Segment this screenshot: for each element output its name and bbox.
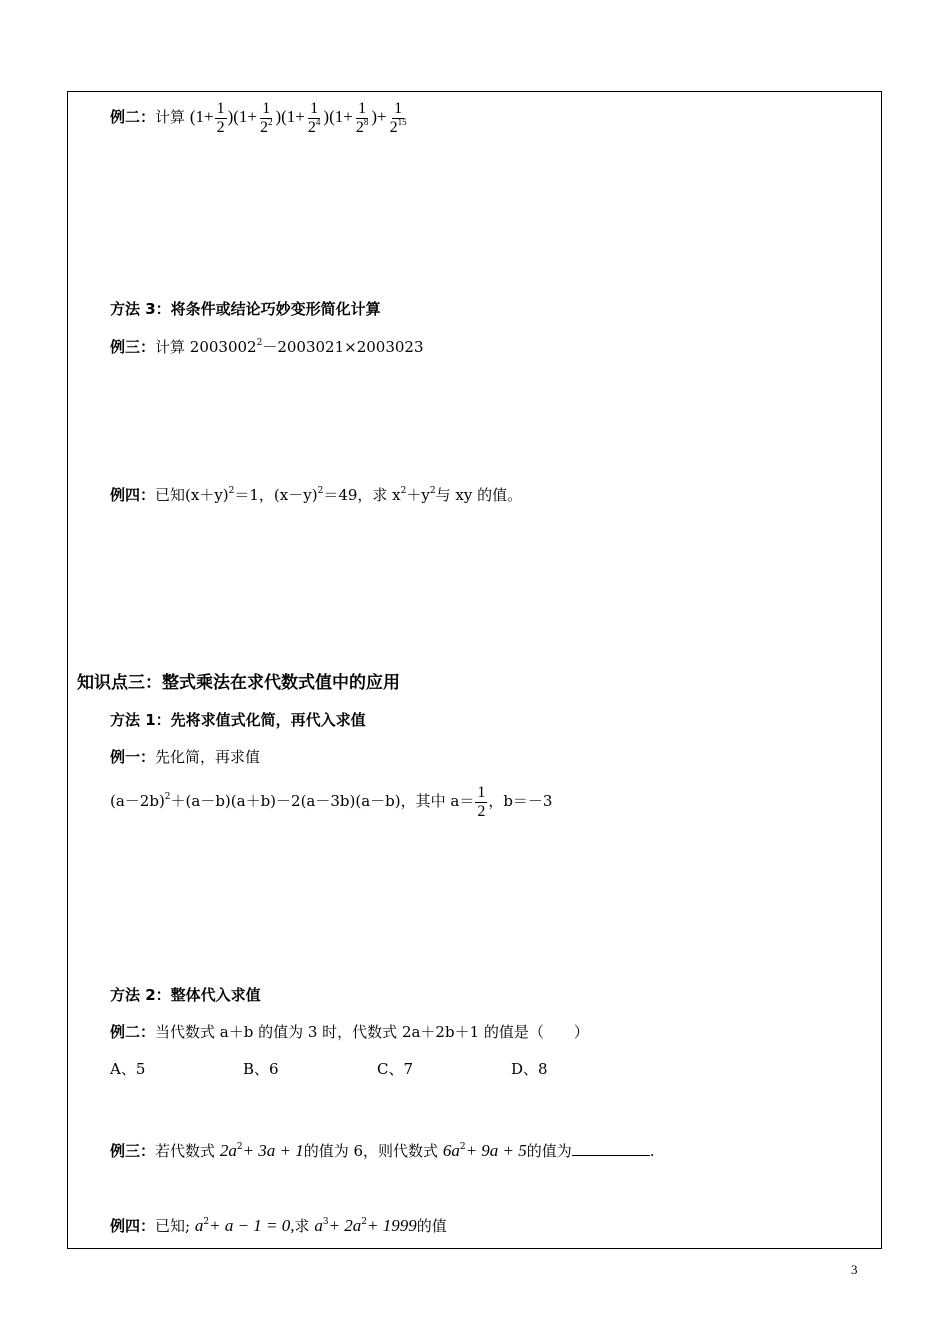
exponent: 3 <box>322 1217 329 1227</box>
example-text: 的值为 6，则代数式 <box>303 1142 439 1160</box>
example-text: 当代数式 a＋b 的值为 3 时，代数式 2a＋2b＋1 的值是（ ） <box>155 1023 589 1041</box>
example-4-top <box>110 485 522 505</box>
expression-text: ，b＝－3 <box>488 792 553 810</box>
exponent: 15 <box>397 116 407 127</box>
example-text: 与 xy 的值。 <box>435 486 523 504</box>
example-4-bottom <box>110 1216 447 1236</box>
exponent: 2 <box>429 486 436 496</box>
content-frame <box>67 91 882 1249</box>
example-text: 若代数式 <box>155 1142 216 1160</box>
math-term: a <box>314 1216 323 1235</box>
answer-blank[interactable] <box>572 1141 650 1156</box>
exponent: 2 <box>459 1142 466 1152</box>
example-text: 已知; <box>155 1217 191 1235</box>
method-3-heading: 方法 3：将条件或结论巧妙变形简化计算 <box>110 300 381 318</box>
example-text: ＝1，(x－y) <box>234 486 318 504</box>
math-term: 2a <box>219 1141 237 1160</box>
option-d: D、8 <box>511 1060 548 1078</box>
example-3-top <box>110 337 424 357</box>
example-2-top <box>110 94 410 140</box>
numerator: 1 <box>394 99 403 117</box>
denominator: 2 <box>477 802 486 820</box>
exponent: 2 <box>236 1142 243 1152</box>
base: 2 <box>216 118 225 136</box>
exponent: 2 <box>400 486 407 496</box>
option-c: C、7 <box>377 1060 414 1078</box>
base: 2 <box>389 118 398 136</box>
period: . <box>649 1142 655 1160</box>
math-term: a <box>194 1216 204 1235</box>
base: 2 <box>307 118 316 136</box>
method-2-heading: 方法 2：整体代入求值 <box>110 986 261 1004</box>
fraction <box>215 100 227 137</box>
expression-text: (a－2b) <box>110 792 165 810</box>
base: 2 <box>355 118 364 136</box>
exponent: 2 <box>267 116 273 127</box>
option-b: B、6 <box>243 1060 279 1078</box>
numerator: 1 <box>216 99 225 117</box>
example-lead: 计算 <box>155 108 186 126</box>
denominator <box>388 116 409 137</box>
example-text: ＝49，求 x <box>323 486 401 504</box>
math-text: )(1+ <box>323 107 353 126</box>
denominator <box>306 116 323 137</box>
math-text: )+ <box>371 107 387 126</box>
exponent: 2 <box>256 338 263 348</box>
numerator: 1 <box>262 99 271 117</box>
denominator <box>215 119 227 137</box>
example-1 <box>110 747 260 767</box>
option-a: A、5 <box>110 1060 146 1078</box>
math-term: + a − 1 = 0, <box>209 1216 295 1235</box>
numerator: 1 <box>310 99 319 117</box>
fraction <box>475 784 487 821</box>
example-label: 例四： <box>110 1217 156 1235</box>
expression-text: ＋(a－b)(a＋b)－2(a－3b)(a－b)，其中 a＝ <box>170 792 475 810</box>
denominator <box>354 116 371 137</box>
denominator <box>258 116 275 137</box>
example-text: ＋y <box>406 486 430 504</box>
example-text: －2003021×2003023 <box>262 338 424 356</box>
math-text: )(1+ <box>227 107 257 126</box>
method-1-heading: 方法 1：先将求值式化简，再代入求值 <box>110 711 366 729</box>
math-text: )(1+ <box>275 107 305 126</box>
numerator: 1 <box>358 99 367 117</box>
base: 2 <box>259 118 268 136</box>
example-label: 例一： <box>110 748 156 766</box>
example-label: 例四： <box>110 486 156 504</box>
example-text: 求 <box>294 1217 310 1235</box>
example-label: 例三： <box>110 1142 156 1160</box>
fraction <box>258 100 275 137</box>
example-text: 的值 <box>416 1217 447 1235</box>
math-term: 6a <box>442 1141 460 1160</box>
section-3-title: 知识点三：整式乘法在求代数式值中的应用 <box>77 673 400 693</box>
exponent: 2 <box>164 792 171 802</box>
example-text: 计算 2003002 <box>155 338 257 356</box>
page-number: 3 <box>851 1262 858 1277</box>
fraction <box>354 100 371 137</box>
math-term: + 9a + 5 <box>465 1141 527 1160</box>
example-text: 的值为 <box>526 1142 572 1160</box>
exponent: 2 <box>203 1217 210 1227</box>
example-3-bottom <box>110 1141 655 1161</box>
numerator: 1 <box>477 783 486 801</box>
example-2-bottom <box>110 1022 589 1042</box>
exponent: 4 <box>315 116 321 127</box>
math-term: + 2a <box>328 1216 362 1235</box>
math-term: + 1999 <box>367 1216 417 1235</box>
example-text: 已知(x＋y) <box>155 486 229 504</box>
example-text: 先化简，再求值 <box>155 748 261 766</box>
example-label: 例二： <box>110 108 156 126</box>
exponent: 2 <box>228 486 235 496</box>
fraction <box>306 100 323 137</box>
fraction <box>388 100 409 137</box>
math-text: (1+ <box>189 107 214 126</box>
example-label: 例三： <box>110 338 156 356</box>
example-label: 例二： <box>110 1023 156 1041</box>
math-term: + 3a + 1 <box>242 1141 304 1160</box>
exponent: 2 <box>361 1217 368 1227</box>
exponent: 2 <box>317 486 324 496</box>
example-1-expression <box>110 778 552 824</box>
exponent: 8 <box>363 116 369 127</box>
